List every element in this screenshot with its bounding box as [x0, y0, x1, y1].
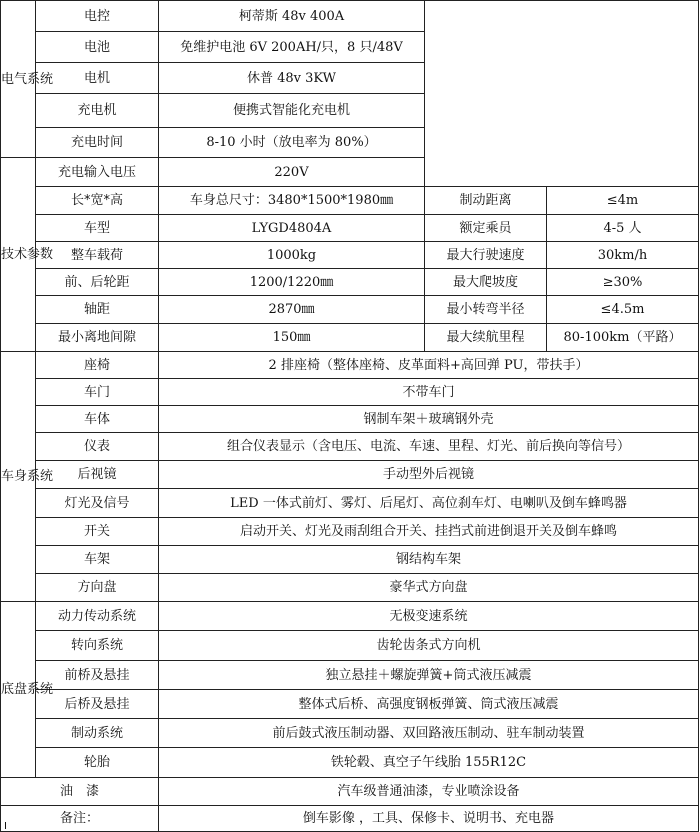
row-value-clearance: 150㎜ — [159, 324, 425, 352]
row-value-load: 1000kg — [159, 242, 425, 269]
row-value-charger: 便携式智能化充电机 — [159, 94, 425, 128]
table-row — [1, 719, 699, 748]
table-row — [1, 187, 699, 215]
row-label-max-grade: 最大爬坡度 — [425, 269, 547, 296]
row-value-controller: 柯蒂斯 48v 400A — [159, 1, 425, 32]
table-row — [1, 1, 699, 32]
table-row — [1, 661, 699, 690]
row-label-brake: 制动系统 — [36, 719, 159, 748]
row-value-range: 80-100km（平路） — [547, 324, 699, 352]
row-label-rear-axle: 后桥及悬挂 — [36, 690, 159, 719]
row-value-battery: 免维护电池 6V 200AH/只，8 只/48V — [159, 32, 425, 63]
row-label-motor: 电机 — [36, 63, 159, 94]
row-value-paint: 汽车级普通油漆，专业喷涂设备 — [159, 778, 699, 806]
row-label-mirror: 后视镜 — [36, 461, 159, 489]
row-value-seat: 2 排座椅（整体座椅、皮革面料+高回弹 PU，带扶手） — [159, 352, 699, 379]
row-label-turn-radius: 最小转弯半径 — [425, 296, 547, 324]
table-row — [1, 433, 699, 461]
table-row — [1, 778, 699, 806]
row-label-lights: 灯光及信号 — [36, 489, 159, 518]
text-cursor — [5, 822, 6, 829]
row-value-steering: 齿轮齿条式方向机 — [159, 631, 699, 661]
table-row — [1, 215, 699, 242]
section-body: 车身系统 — [1, 352, 36, 602]
row-label-controller: 电控 — [36, 1, 159, 32]
row-value-meter: 组合仪表显示（含电压、电流、车速、里程、灯光、前后换向等信号） — [159, 433, 699, 461]
table-row — [1, 324, 699, 352]
row-value-track: 1200/1220㎜ — [159, 269, 425, 296]
row-label-wheelbase: 轴距 — [36, 296, 159, 324]
row-label-tire: 轮胎 — [36, 748, 159, 778]
row-label-frame: 车架 — [36, 546, 159, 574]
row-label-max-speed: 最大行驶速度 — [425, 242, 547, 269]
row-label-charger: 充电机 — [36, 94, 159, 128]
row-value-charge-time: 8-10 小时（放电率为 80%） — [159, 128, 425, 158]
row-label-shell: 车体 — [36, 406, 159, 433]
table-row — [1, 352, 699, 379]
section-technical: 技术参数 — [1, 158, 36, 352]
empty-cell — [425, 1, 699, 187]
row-value-brake: 前后鼓式液压制动器、双回路液压制动、驻车制动装置 — [159, 719, 699, 748]
row-value-model: LYGD4804A — [159, 215, 425, 242]
table-row — [1, 690, 699, 719]
row-value-lights: LED 一体式前灯、雾灯、后尾灯、高位刹车灯、电喇叭及倒车蜂鸣器 — [159, 489, 699, 518]
table-row — [1, 489, 699, 518]
row-value-door: 不带车门 — [159, 379, 699, 406]
row-value-frame: 钢结构车架 — [159, 546, 699, 574]
row-label-paint: 油 漆 — [1, 778, 159, 806]
row-value-charge-input: 220V — [159, 158, 425, 187]
row-value-steering-wheel: 豪华式方向盘 — [159, 574, 699, 602]
table-row — [1, 518, 699, 546]
row-label-brake-distance: 制动距离 — [425, 187, 547, 215]
row-label-range: 最大续航里程 — [425, 324, 547, 352]
row-label-battery: 电池 — [36, 32, 159, 63]
table-row — [1, 461, 699, 489]
table-row — [1, 806, 699, 832]
table-row — [1, 574, 699, 602]
row-value-front-axle: 独立悬挂＋螺旋弹簧+筒式液压减震 — [159, 661, 699, 690]
row-value-wheelbase: 2870㎜ — [159, 296, 425, 324]
table-row — [1, 242, 699, 269]
row-label-passengers: 额定乘员 — [425, 215, 547, 242]
row-value-rear-axle: 整体式后桥、高强度钢板弹簧、筒式液压减震 — [159, 690, 699, 719]
row-label-door: 车门 — [36, 379, 159, 406]
row-value-shell: 钢制车架＋玻璃钢外壳 — [159, 406, 699, 433]
row-label-meter: 仪表 — [36, 433, 159, 461]
row-value-passengers: 4-5 人 — [547, 215, 699, 242]
table-row — [1, 379, 699, 406]
row-value-drive: 无极变速系统 — [159, 602, 699, 631]
row-value-switch: 启动开关、灯光及雨刮组合开关、挂挡式前进倒退开关及倒车蜂鸣 — [159, 518, 699, 546]
row-label-front-axle: 前桥及悬挂 — [36, 661, 159, 690]
table-row — [1, 631, 699, 661]
row-value-brake-distance: ≤4m — [547, 187, 699, 215]
row-label-note: 备注： — [1, 806, 159, 832]
row-label-steering-wheel: 方向盘 — [36, 574, 159, 602]
table-row — [1, 602, 699, 631]
row-label-model: 车型 — [36, 215, 159, 242]
row-label-clearance: 最小离地间隙 — [36, 324, 159, 352]
row-label-steering: 转向系统 — [36, 631, 159, 661]
table-row — [1, 296, 699, 324]
row-value-max-grade: ≥30% — [547, 269, 699, 296]
row-value-mirror: 手动型外后视镜 — [159, 461, 699, 489]
section-chassis: 底盘系统 — [1, 602, 36, 778]
row-value-max-speed: 30km/h — [547, 242, 699, 269]
row-label-load: 整车载荷 — [36, 242, 159, 269]
table-row — [1, 269, 699, 296]
row-value-dimensions: 车身总尺寸：3480*1500*1980㎜ — [159, 187, 425, 215]
row-label-charge-input: 充电输入电压 — [36, 158, 159, 187]
row-label-seat: 座椅 — [36, 352, 159, 379]
row-label-track: 前、后轮距 — [36, 269, 159, 296]
row-value-motor: 休普 48v 3KW — [159, 63, 425, 94]
row-value-turn-radius: ≤4.5m — [547, 296, 699, 324]
row-value-note: 倒车影像 ，工具、保修卡、说明书、充电器 — [159, 806, 699, 832]
row-label-dimensions: 长*宽*高 — [36, 187, 159, 215]
table-row — [1, 406, 699, 433]
row-label-drive: 动力传动系统 — [36, 602, 159, 631]
table-row — [1, 748, 699, 778]
row-label-charge-time: 充电时间 — [36, 128, 159, 158]
row-value-tire: 铁轮毂、真空子午线胎 155R12C — [159, 748, 699, 778]
table-row — [1, 546, 699, 574]
section-electric: 电气系统 — [1, 1, 36, 158]
row-label-switch: 开关 — [36, 518, 159, 546]
